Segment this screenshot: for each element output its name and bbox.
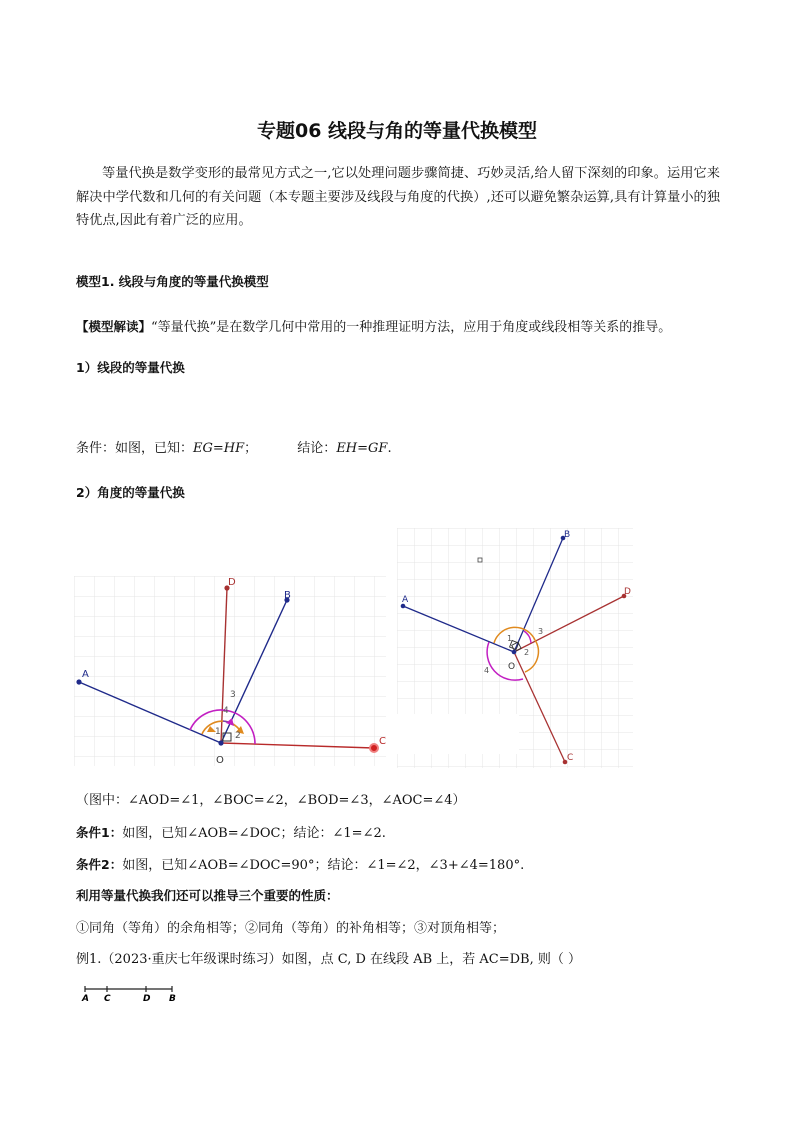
label-3: 3 bbox=[230, 690, 236, 700]
label-O-2: O bbox=[508, 662, 516, 672]
label-B: B bbox=[284, 590, 291, 601]
figure-legend: （图中：∠AOD=∠1，∠BOC=∠2，∠BOD=∠3，∠AOC=∠4） bbox=[76, 793, 466, 808]
properties-heading: 利用等量代换我们还可以推导三个重要的性质： bbox=[76, 888, 339, 903]
angle-figure-2 bbox=[397, 528, 633, 768]
seg-conclusion-label: 结论： bbox=[297, 441, 337, 456]
properties-list: ①同角（等角）的余角相等；②同角（等角）的补角相等；③对顶角相等； bbox=[76, 921, 506, 936]
seg-end: . bbox=[387, 441, 392, 456]
condition-2-label: 条件2： bbox=[76, 857, 123, 872]
point-C bbox=[370, 744, 378, 752]
label-4-2: 4 bbox=[484, 666, 490, 675]
model-note-text: “等量代换”是在数学几何中常用的一种推理证明方法，应用于角度或线段相等关系的推导。 bbox=[151, 320, 672, 335]
angle-heading: 2）角度的等量代换 bbox=[76, 485, 185, 500]
seg-label-C: C bbox=[104, 994, 111, 1004]
blank-patch bbox=[397, 714, 519, 754]
condition-1-text: 如图，已知∠AOB=∠DOC；结论：∠1=∠2. bbox=[122, 826, 386, 841]
label-1-2: 1 bbox=[507, 634, 513, 643]
seg-sep: ； bbox=[244, 441, 258, 456]
condition-2-text: 如图，已知∠AOB=∠DOC=90°；结论：∠1=∠2，∠3+∠4=180°. bbox=[122, 858, 525, 873]
model-note bbox=[76, 316, 671, 335]
condition-2 bbox=[76, 854, 524, 873]
label-2: 2 bbox=[235, 731, 241, 741]
label-D-2: D bbox=[624, 587, 631, 597]
seg-label-B: B bbox=[169, 994, 176, 1004]
example-1: 例1.（2023·重庆七年级课时练习）如图，点 C, D 在线段 AB 上，若 AC=DB, 则（ ） bbox=[76, 952, 581, 967]
label-C-2: C bbox=[567, 753, 574, 763]
point-O bbox=[218, 740, 223, 745]
seg-given: EG=HF bbox=[193, 441, 245, 456]
model-heading: 模型1. 线段与角度的等量代换模型 bbox=[76, 274, 269, 289]
label-B-2: B bbox=[564, 530, 571, 540]
label-D: D bbox=[228, 577, 236, 588]
condition-1 bbox=[76, 822, 386, 841]
segment-heading: 1）线段的等量代换 bbox=[76, 360, 185, 375]
grid-background bbox=[74, 576, 386, 766]
condition-1-label: 条件1： bbox=[76, 825, 123, 840]
label-3-2: 3 bbox=[538, 627, 544, 636]
point-A bbox=[76, 679, 81, 684]
label-A: A bbox=[82, 669, 89, 680]
point-O-2 bbox=[512, 650, 517, 655]
seg-label-A: A bbox=[82, 994, 89, 1004]
label-2-2: 2 bbox=[524, 648, 530, 657]
label-4: 4 bbox=[223, 706, 229, 716]
label-C: C bbox=[379, 736, 386, 747]
angle-figure-1 bbox=[74, 576, 386, 766]
page-title: 专题06 线段与角的等量代换模型 bbox=[256, 120, 538, 142]
intro-paragraph: 等量代换是数学变形的最常见方式之一,它以处理问题步骤简捷、巧妙灵活,给人留下深刻的印象。运用它来解决中学代数和几何的有关问题（本专题主要涉及线段与角度的代换）,还可以避免繁杂运算,具有计算量小的独特优点,因此有着广泛的应用。 bbox=[76, 166, 720, 228]
label-O: O bbox=[216, 755, 224, 766]
label-A-2: A bbox=[402, 595, 409, 605]
model-note-label: 【模型解读】 bbox=[76, 319, 152, 334]
label-1: 1 bbox=[215, 727, 221, 737]
seg-label-D: D bbox=[143, 994, 151, 1004]
segment-figure bbox=[80, 984, 180, 1004]
seg-conclusion: EH=GF bbox=[336, 441, 388, 456]
segment-condition bbox=[76, 437, 392, 456]
seg-condition-label: 条件：如图，已知： bbox=[76, 441, 194, 456]
